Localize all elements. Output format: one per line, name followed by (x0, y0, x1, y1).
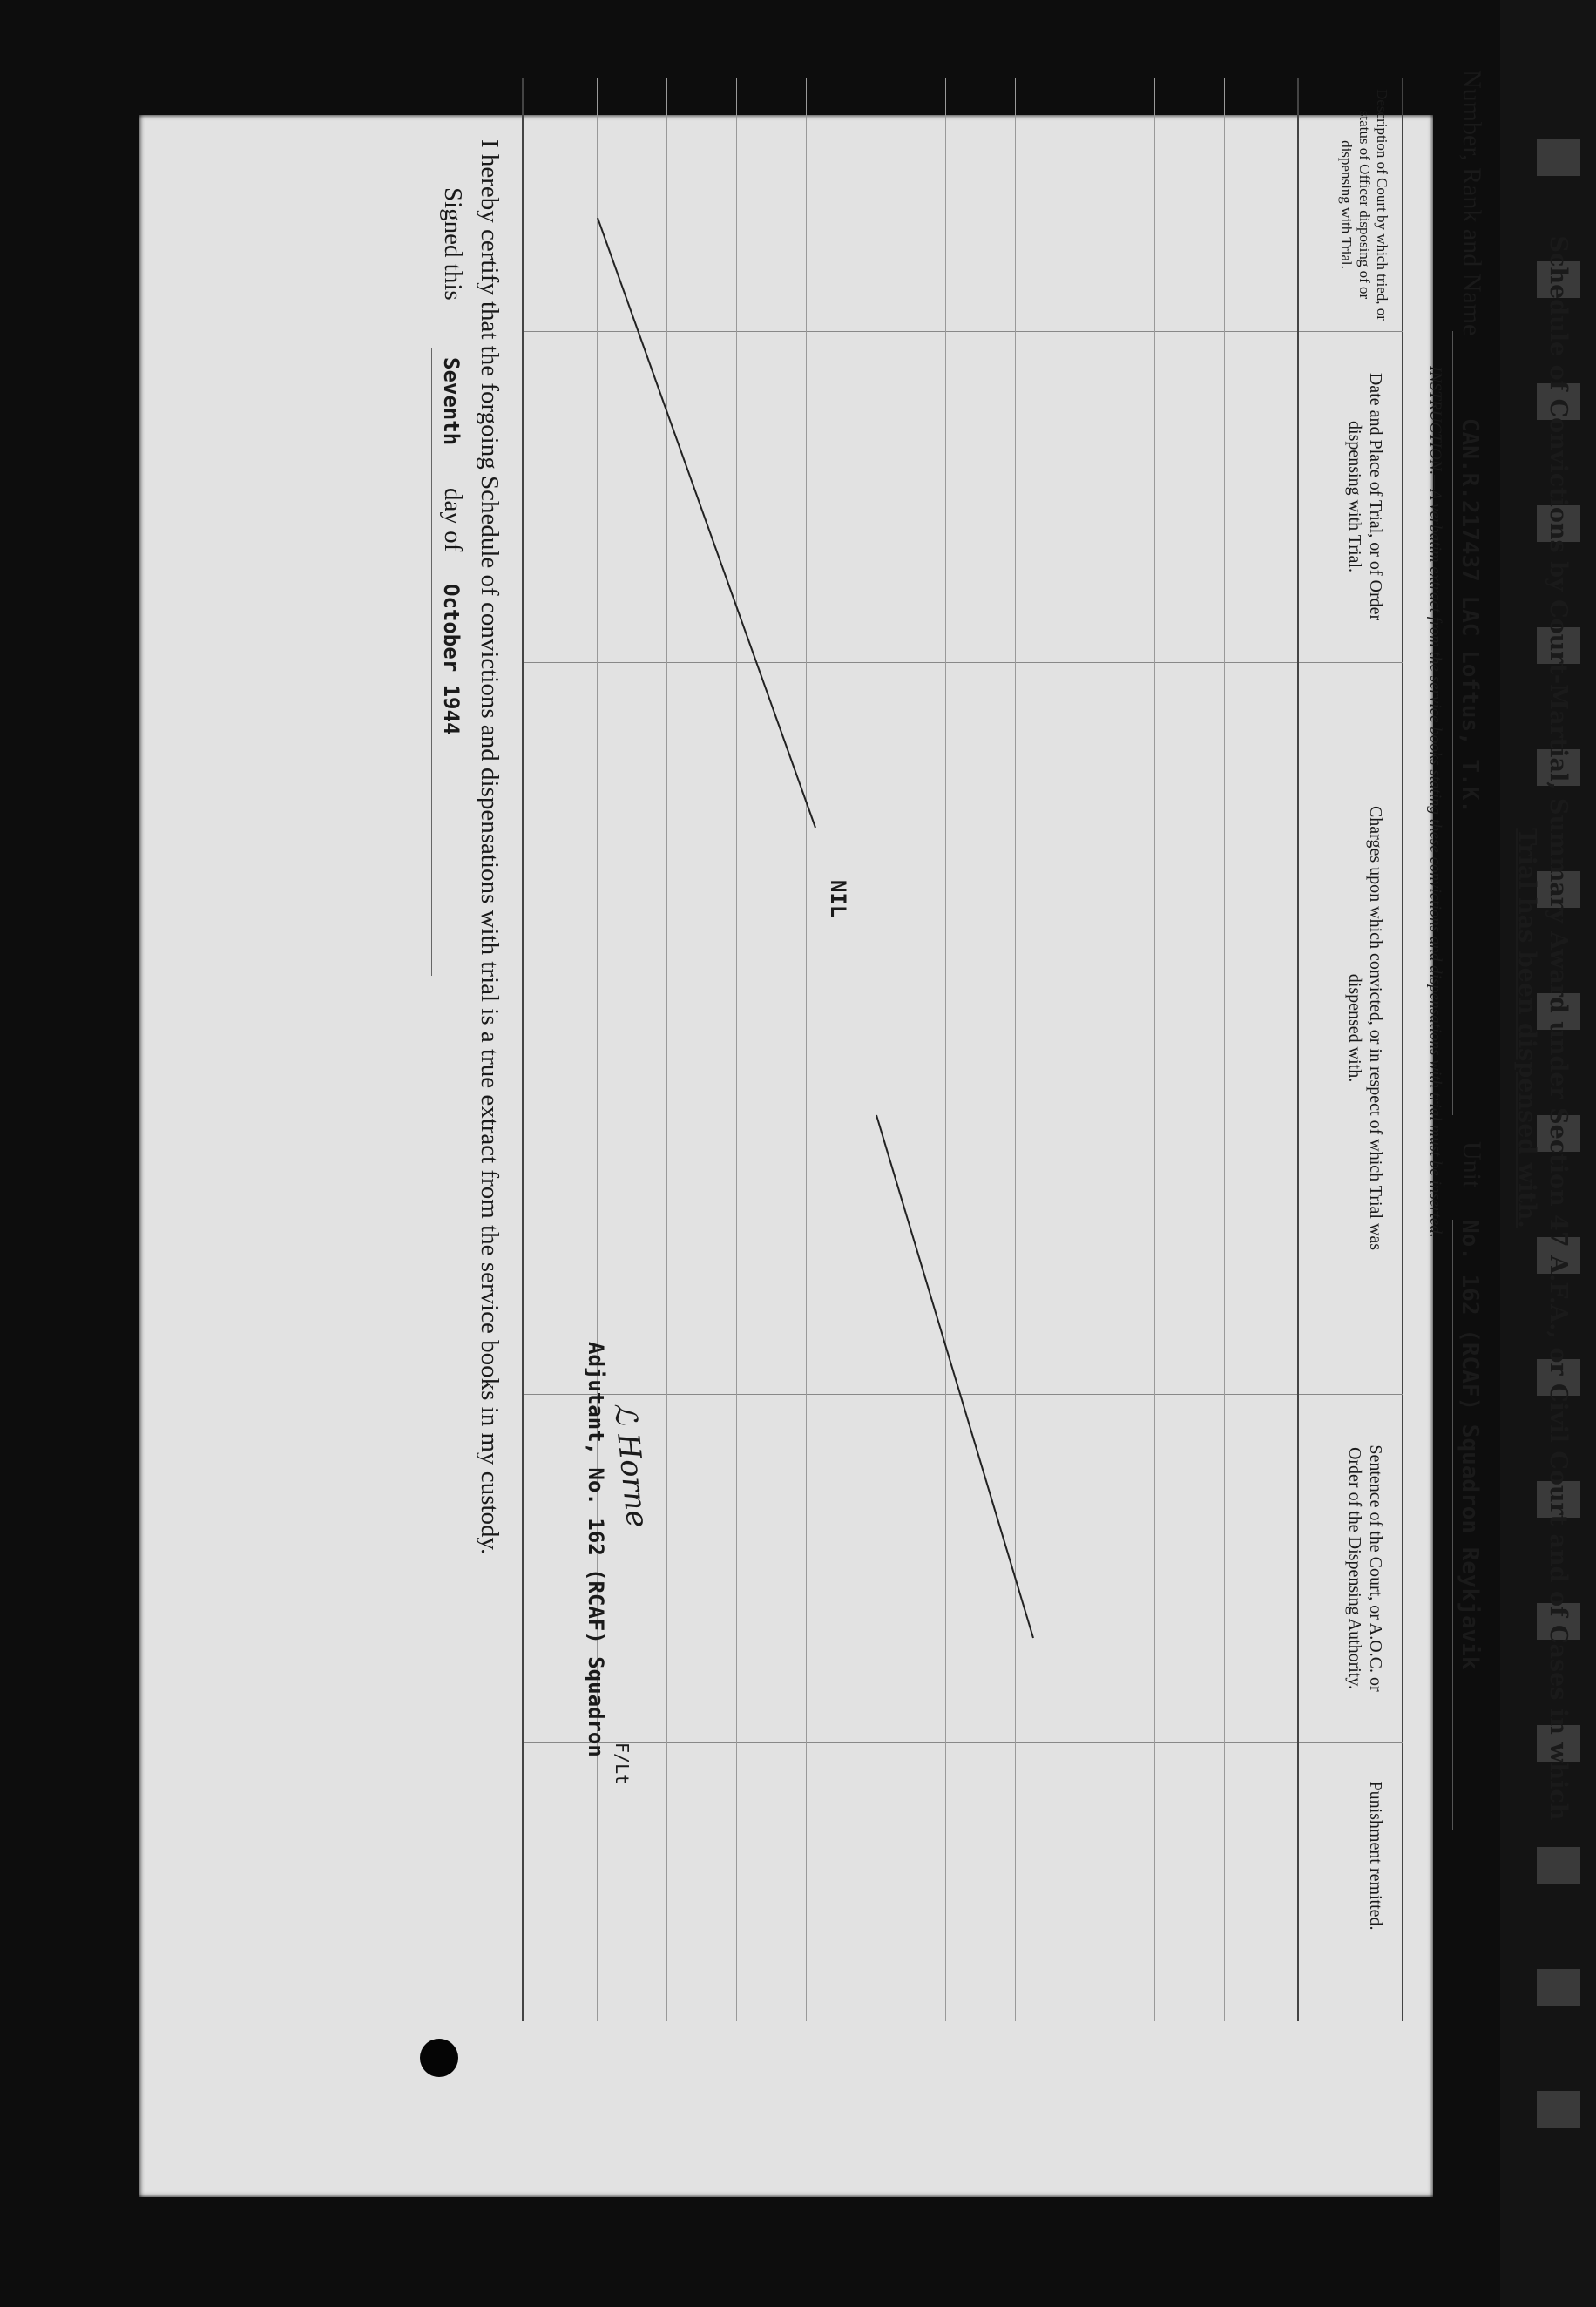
column-header-court: Description of Court by which tried, or status of Officer disposing of or dispensing with Trial. (1338, 89, 1390, 321)
signatory-rank: F/Lt (612, 1742, 632, 1785)
strike-line-left (598, 218, 815, 828)
strike-line-right (876, 1115, 1033, 1638)
signed-label: Signed this (439, 187, 467, 301)
form-title-line1: Schedule of Convictions by Court-Martial, Summary Award under Section 47 A.F.A., or Civil Court and of Cases in which (1545, 235, 1572, 1821)
signed-date-value: October 1944 (439, 584, 463, 735)
instruction-note: INSTRUCTION.—A verbatim extract from the service books stating these convictions and dispensations with trial must be inserted. (1426, 366, 1444, 1238)
name-value: CAN.R.217437 LAC Loftus, T.K. (1457, 418, 1483, 814)
punch-hole (420, 2039, 458, 2077)
rotated-form (223, 0, 1596, 2030)
column-header-sentence: Sentence of the Court, or A.O.C. or Order of the Dispensing Authority. (1345, 1444, 1385, 1692)
column-header-charges: Charges upon which convicted, or in respect of which Trial was dispensed with. (1345, 805, 1385, 1251)
column-header-date-place: Date and Place of Trial, or of Order dispensing with Trial. (1345, 372, 1385, 621)
certification-statement: I hereby certify that the forgoing Schedule of convictions and dispensations with trial is a true extract from the service books in my custody. (476, 139, 504, 1555)
name-label: Number, Rank and Name (1457, 70, 1486, 336)
handwritten-signature: ℒ Horne (606, 1401, 655, 1530)
nil-entry: NIL (826, 880, 850, 918)
film-perforation (1537, 2091, 1580, 2128)
unit-value: No. 162 (RCAF) Squadron Reykjavik (1457, 1220, 1483, 1670)
signed-day-value: Seventh (439, 357, 463, 446)
signatory-title: Adjutant, No. 162 (RCAF) Squadron (584, 1342, 608, 1757)
unit-label: Unit (1457, 1141, 1486, 1188)
signed-underline (431, 348, 432, 976)
cancellation-strike-lines (223, 0, 1596, 2030)
column-header-punishment-remitted: Punishment remitted. (1366, 1781, 1385, 1931)
day-of-label: day of (439, 488, 467, 552)
form-title-line2: Trial has been dispensed with. (1512, 828, 1540, 1228)
